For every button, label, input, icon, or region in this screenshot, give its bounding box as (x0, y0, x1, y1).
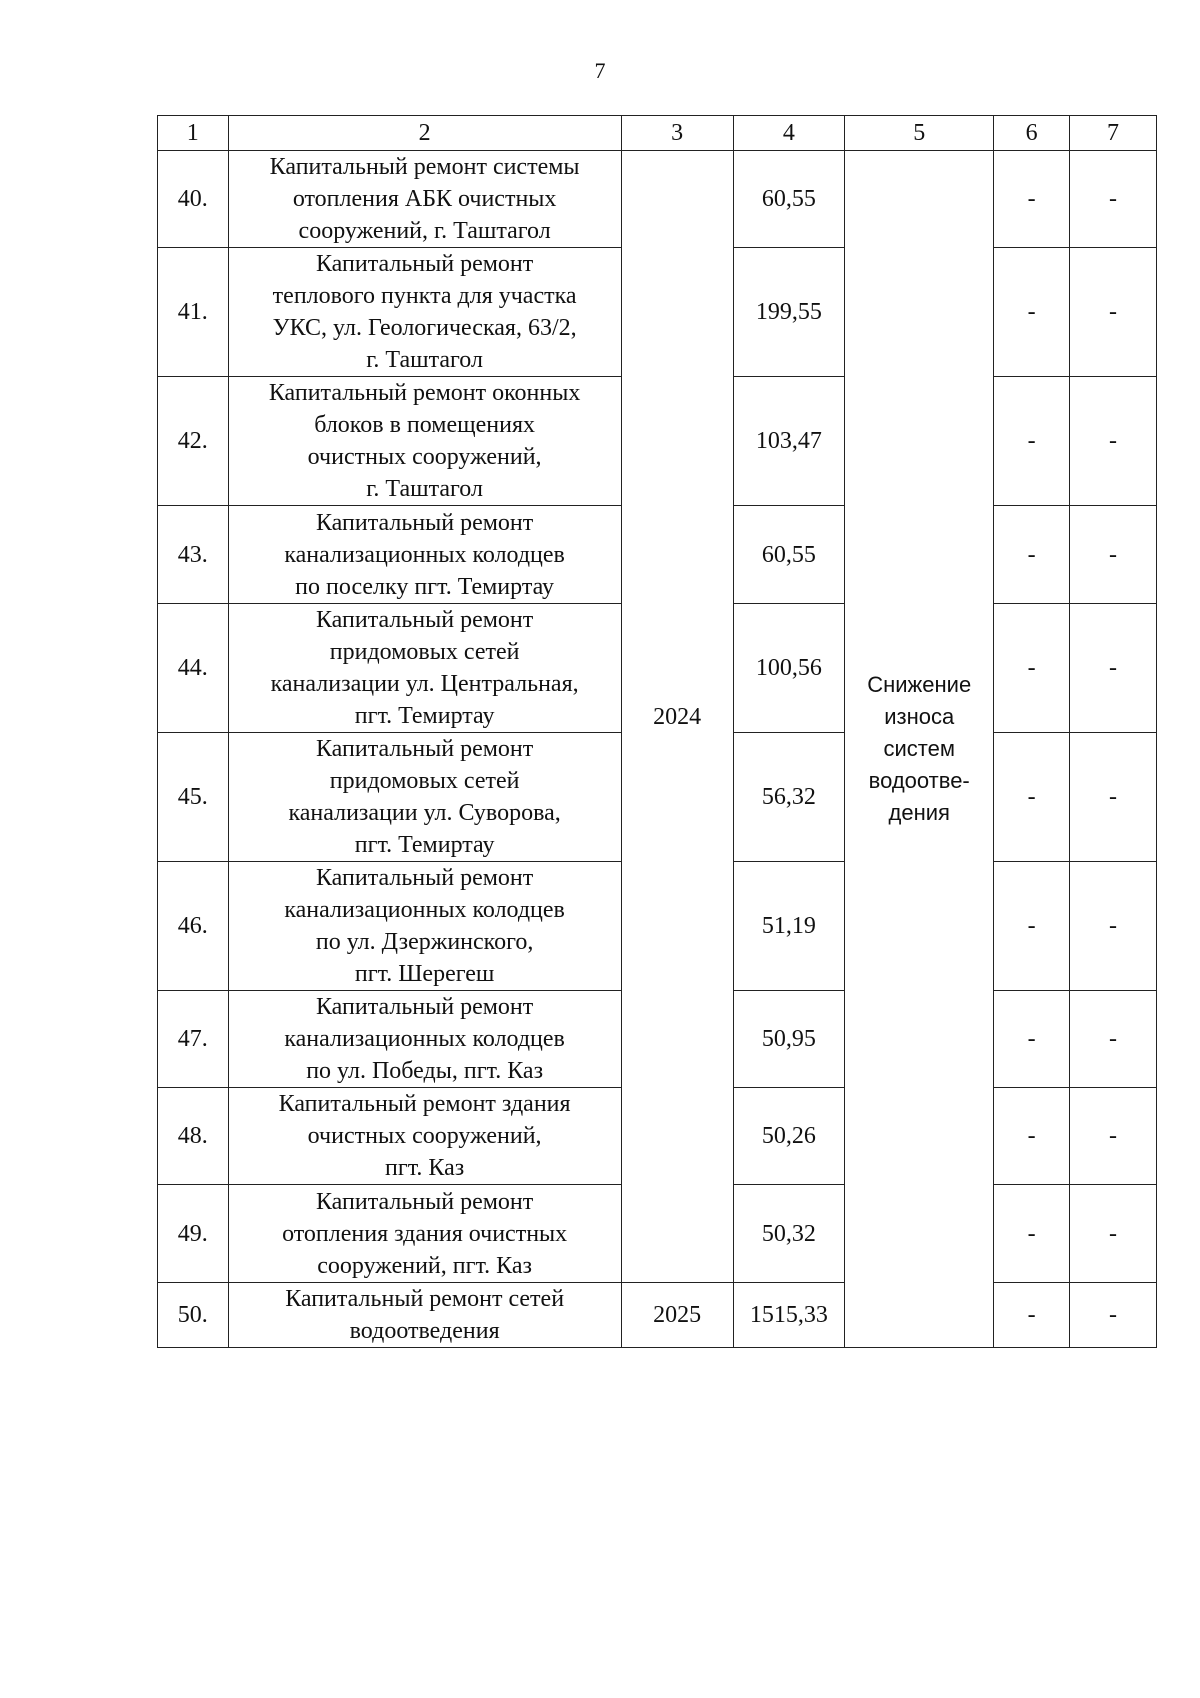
col-6-value: - (994, 1088, 1070, 1185)
col-7-value: - (1070, 377, 1157, 506)
cost-value: 50,32 (733, 1185, 845, 1283)
cost-value: 60,55 (733, 506, 845, 604)
col-7-value: - (1070, 151, 1157, 248)
row-number: 50. (158, 1283, 229, 1348)
work-description: Капитальный ремонт сетей водоотведения (228, 1283, 621, 1348)
cost-value: 60,55 (733, 151, 845, 248)
work-description: Капитальный ремонт канализационных колодцев по поселку пгт. Темиртау (228, 506, 621, 604)
work-description: Капитальный ремонт оконных блоков в помещениях очистных сооружений, г. Таштагол (228, 377, 621, 506)
cost-value: 51,19 (733, 862, 845, 991)
col-7-value: - (1070, 248, 1157, 377)
work-description: Капитальный ремонт придомовых сетей канализации ул. Центральная, пгт. Темиртау (228, 604, 621, 733)
col-6-value: - (994, 991, 1070, 1088)
work-description: Капитальный ремонт отопления здания очистных сооружений, пгт. Каз (228, 1185, 621, 1283)
cost-value: 50,95 (733, 991, 845, 1088)
col-7-value: - (1070, 1088, 1157, 1185)
header-col-6: 6 (994, 116, 1070, 151)
col-7-value: - (1070, 506, 1157, 604)
col-7-value: - (1070, 604, 1157, 733)
col-6-value: - (994, 1283, 1070, 1348)
header-col-3: 3 (621, 116, 733, 151)
col-6-value: - (994, 151, 1070, 248)
table-row (158, 1283, 1157, 1348)
header-col-5: 5 (845, 116, 994, 151)
cost-value: 56,32 (733, 733, 845, 862)
row-number: 42. (158, 377, 229, 506)
row-number: 41. (158, 248, 229, 377)
row-number: 43. (158, 506, 229, 604)
col-6-value: - (994, 1185, 1070, 1283)
cost-value: 199,55 (733, 248, 845, 377)
year-2025-cell: 2025 (621, 1283, 733, 1348)
col-7-value: - (1070, 991, 1157, 1088)
page-number: 7 (594, 58, 606, 83)
col-6-value: - (994, 604, 1070, 733)
row-number: 44. (158, 604, 229, 733)
cost-value: 50,26 (733, 1088, 845, 1185)
col-7-value: - (1070, 1185, 1157, 1283)
header-row (158, 116, 1157, 151)
col-6-value: - (994, 377, 1070, 506)
header-col-4: 4 (733, 116, 845, 151)
cost-value: 103,47 (733, 377, 845, 506)
work-plan-table (157, 115, 1157, 1348)
header-col-2: 2 (228, 116, 621, 151)
col-7-value: - (1070, 733, 1157, 862)
col-7-value: - (1070, 1283, 1157, 1348)
work-description: Капитальный ремонт теплового пункта для участка УКС, ул. Геологическая, 63/2, г. Таштагол (228, 248, 621, 377)
work-description: Капитальный ремонт канализационных колодцев по ул. Победы, пгт. Каз (228, 991, 621, 1088)
work-description: Капитальный ремонт системы отопления АБК очистных сооружений, г. Таштагол (228, 151, 621, 248)
row-number: 45. (158, 733, 229, 862)
col-6-value: - (994, 506, 1070, 604)
col-7-value: - (1070, 862, 1157, 991)
work-description: Капитальный ремонт здания очистных сооружений, пгт. Каз (228, 1088, 621, 1185)
col-6-value: - (994, 248, 1070, 377)
row-number: 40. (158, 151, 229, 248)
row-number: 46. (158, 862, 229, 991)
expected-effect-cell: Снижение износа систем водоотве- дения (845, 151, 994, 1348)
year-2024-cell: 2024 (621, 151, 733, 1283)
cost-value: 100,56 (733, 604, 845, 733)
col-6-value: - (994, 733, 1070, 862)
work-description: Капитальный ремонт придомовых сетей канализации ул. Суворова, пгт. Темиртау (228, 733, 621, 862)
row-number: 49. (158, 1185, 229, 1283)
header-col-7: 7 (1070, 116, 1157, 151)
table-row (158, 151, 1157, 248)
col-6-value: - (994, 862, 1070, 991)
row-number: 48. (158, 1088, 229, 1185)
row-number: 47. (158, 991, 229, 1088)
work-description: Капитальный ремонт канализационных колодцев по ул. Дзержинского, пгт. Шерегеш (228, 862, 621, 991)
cost-value: 1515,33 (733, 1283, 845, 1348)
header-col-1: 1 (158, 116, 229, 151)
